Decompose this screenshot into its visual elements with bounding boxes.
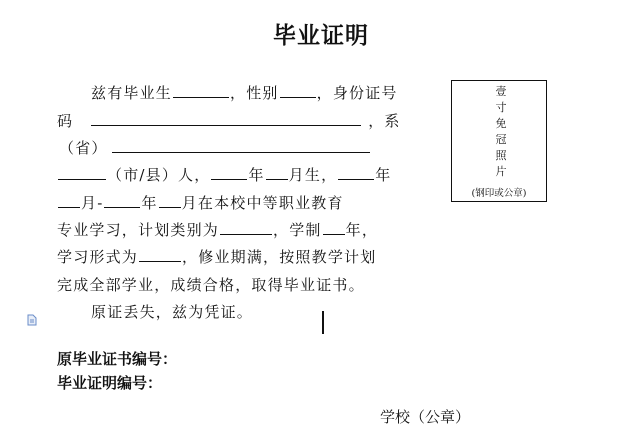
line7-a: 学习形式为 [57,248,139,266]
line6-a: 专业学习，计划类别为 [57,221,220,239]
body-line-8: 完成全部学业，成绩合格，取得毕业证书。 [57,276,365,294]
graduate-name-blank[interactable] [173,83,229,98]
school-seal-label: 学校（公章） [380,408,471,426]
body-line-5 [57,193,344,213]
start-year-blank[interactable] [338,165,374,180]
photo-label: 壹寸免冠照片 [495,85,507,178]
province-blank[interactable] [112,138,370,153]
body-line-1 [91,83,398,103]
start-month-blank[interactable] [58,193,80,208]
body-line-7 [57,247,376,267]
study-form-blank[interactable] [139,247,181,262]
duration-blank[interactable] [323,220,345,235]
line3-a: （省） [59,139,108,157]
line7-b: ，修业期满，按照教学计划 [182,248,377,266]
plan-category-blank[interactable] [220,220,272,235]
line5-c: 月在本校中等职业教育 [181,194,344,212]
line4-b: 年 [248,166,265,184]
proof-number-label: 毕业证明编号： [57,374,163,392]
photo-box [451,80,547,202]
line6-c: 年， [345,221,379,239]
line5-b: 年 [141,194,158,212]
birth-year-blank[interactable] [211,165,247,180]
original-cert-number-label: 原毕业证书编号： [57,350,178,368]
line5-a: 月- [81,194,104,212]
document-icon[interactable] [26,314,38,326]
text-cursor [322,311,324,334]
end-month-blank[interactable] [159,193,181,208]
birth-month-blank[interactable] [266,165,288,180]
line4-d: 年 [375,166,392,184]
line6-b: ，学制 [273,221,322,239]
line2-b: ，系 [368,112,401,130]
line4-a: （市/县）人， [107,166,211,184]
line1-c: ，身份证号 [316,84,398,102]
city-blank[interactable] [58,165,106,180]
document-title: 毕业证明 [273,23,369,49]
line1-a: 兹有毕业生 [91,84,173,102]
body-line-6 [57,220,378,240]
end-year-blank[interactable] [104,193,140,208]
gender-blank[interactable] [280,83,316,98]
id-number-blank[interactable] [91,111,361,126]
line4-c: 月生， [288,166,338,184]
body-line-2 [57,111,401,131]
body-line-4 [57,165,391,185]
body-line-9: 原证丢失，兹为凭证。 [91,303,254,321]
line1-b: ，性别 [230,84,279,102]
photo-note: (钢印或公章) [471,188,527,199]
line2-a: 码 [57,112,74,130]
body-line-3 [57,138,371,158]
